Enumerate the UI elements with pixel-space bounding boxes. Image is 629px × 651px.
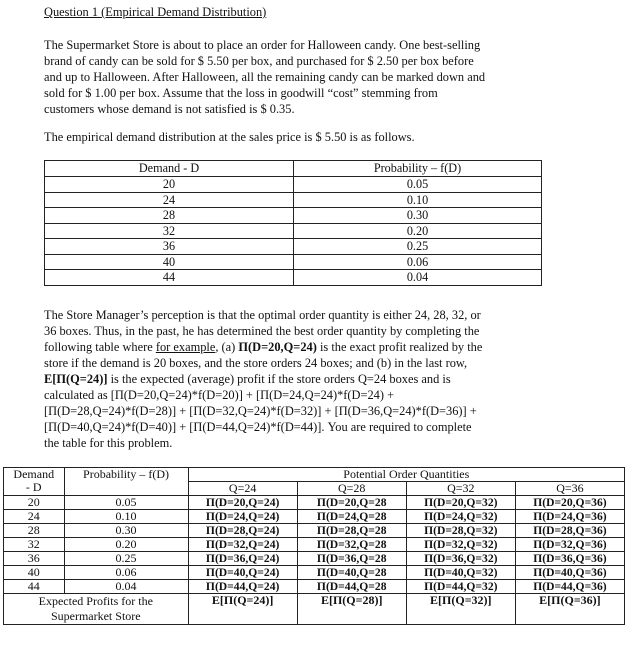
probability-cell: 0.06 [64,566,188,580]
intro-line: and up to Halloween. After Halloween, all the remaining candy can be marked down and [44,70,486,84]
demand-cell: 24 [45,192,294,208]
manager-paragraph [44,307,482,451]
profit-table [3,467,625,625]
text-fragment: , (a) [215,340,239,354]
table-row [4,524,625,538]
profit-cell: Π(D=24,Q=24) [188,510,297,524]
profit-cell: Π(D=20,Q=28 [297,496,406,510]
table-row [45,270,542,286]
demand-distribution-table [44,160,542,286]
underlined-phrase: for example [155,340,216,354]
profit-cell: Π(D=28,Q=28 [297,524,406,538]
profit-cell: Π(D=36,Q=32) [406,552,515,566]
demand-cell: 44 [45,270,294,286]
profit-cell: Π(D=40,Q=32) [406,566,515,580]
probability-cell: 0.05 [294,177,542,193]
bold-term: E[Π(Q=24)] [44,372,108,386]
header-demand-line: Demand [13,467,55,481]
profit-cell: Π(D=20,Q=32) [406,496,515,510]
table-row [45,239,542,255]
demand-cell: 20 [45,177,294,193]
profit-cell: Π(D=28,Q=36) [515,524,624,538]
bold-term: Π(D=20,Q=24) [238,340,317,354]
profit-cell: Π(D=28,Q=24) [188,524,297,538]
demand-cell: 24 [4,510,65,524]
demand-cell: 36 [45,239,294,255]
table-row [4,538,625,552]
distribution-intro [44,129,415,145]
probability-cell: 0.30 [64,524,188,538]
profit-cell: Π(D=32,Q=24) [188,538,297,552]
demand-cell: 28 [45,208,294,224]
expected-profit-label-line: Expected Profits for the [38,594,153,608]
profit-cell: Π(D=40,Q=24) [188,566,297,580]
probability-cell: 0.05 [64,496,188,510]
expected-profit-label [4,594,189,625]
expected-profit-q24: E[Π(Q=24)] [188,594,297,625]
profit-cell: Π(D=32,Q=28 [297,538,406,552]
demand-cell: 40 [4,566,65,580]
expected-profit-q28: E[Π(Q=28)] [297,594,406,625]
table-row [4,566,625,580]
profit-cell: Π(D=36,Q=36) [515,552,624,566]
profit-cell: Π(D=20,Q=36) [515,496,624,510]
probability-cell: 0.10 [64,510,188,524]
header-q28: Q=28 [297,482,406,496]
demand-cell: 40 [45,254,294,270]
profit-cell: Π(D=44,Q=28 [297,580,406,594]
expected-profit-label-line: Supermarket Store [50,609,141,623]
probability-cell: 0.25 [294,239,542,255]
header-potential-order-quantities: Potential Order Quantities [188,468,624,482]
table-row [4,580,625,594]
text-fragment: following table where [44,340,156,354]
header-demand [4,468,65,496]
intro-line: customers whose demand is not satisfied is $ 0.35. [44,102,295,116]
text-fragment: is the exact profit realized by the [316,340,483,354]
profit-cell: Π(D=32,Q=32) [406,538,515,552]
probability-cell: 0.20 [294,223,542,239]
table-row [4,510,625,524]
table-row [45,208,542,224]
expected-profit-q36: E[Π(Q=36)] [515,594,624,625]
profit-cell: Π(D=44,Q=24) [188,580,297,594]
profit-cell: Π(D=44,Q=36) [515,580,624,594]
demand-cell: 32 [4,538,65,552]
probability-cell: 0.04 [64,580,188,594]
manager-line: calculated as [Π(D=20,Q=24)*f(D=20)] + [Π(D=24,Q=24)*f(D=24) + [44,388,395,402]
manager-line: [Π(D=28,Q=24)*f(D=28)] + [Π(D=32,Q=24)*f(D=32)] + [Π(D=36,Q=24)*f(D=36)] + [44,404,477,418]
table-row [45,177,542,193]
intro-line: The Supermarket Store is about to place an order for Halloween candy. One best-selling [44,38,481,52]
probability-cell: 0.30 [294,208,542,224]
profit-cell: Π(D=40,Q=36) [515,566,624,580]
probability-cell: 0.20 [64,538,188,552]
manager-line [44,339,482,355]
manager-line: the table for this problem. [44,436,173,450]
intro-line: brand of candy can be sold for $ 5.50 per box, and purchased for $ 2.50 per box before [44,54,474,68]
distribution-intro-text: The empirical demand distribution at the sales price is $ 5.50 is as follows. [44,130,415,144]
table-header-row [4,468,625,482]
header-demand-line: - D [25,480,42,494]
table-row [45,192,542,208]
demand-cell: 44 [4,580,65,594]
probability-cell: 0.25 [64,552,188,566]
profit-cell: Π(D=24,Q=28 [297,510,406,524]
demand-cell: 28 [4,524,65,538]
demand-cell: 20 [4,496,65,510]
profit-cell: Π(D=32,Q=36) [515,538,624,552]
header-probability: Probability – f(D) [64,468,188,496]
profit-cell: Π(D=24,Q=32) [406,510,515,524]
table-row [4,552,625,566]
header-q24: Q=24 [188,482,297,496]
profit-cell: Π(D=28,Q=32) [406,524,515,538]
expected-profit-q32: E[Π(Q=32)] [406,594,515,625]
profit-cell: Π(D=40,Q=28 [297,566,406,580]
header-demand: Demand - D [45,161,294,177]
expected-profit-row [4,594,625,625]
probability-cell: 0.04 [294,270,542,286]
profit-cell: Π(D=36,Q=28 [297,552,406,566]
header-probability: Probability – f(D) [294,161,542,177]
manager-line: store if the demand is 20 boxes, and the store orders 24 boxes; and (b) in the last row, [44,356,468,370]
intro-line: sold for $ 1.00 per box. Assume that the loss in goodwill “cost” stemming from [44,86,438,100]
header-q36: Q=36 [515,482,624,496]
header-q32: Q=32 [406,482,515,496]
table-row [45,254,542,270]
profit-cell: Π(D=36,Q=24) [188,552,297,566]
table-header-row [45,161,542,177]
profit-cell: Π(D=20,Q=24) [188,496,297,510]
question-title: Question 1 (Empirical Demand Distribution) [44,5,267,19]
intro-paragraph [44,37,485,117]
manager-line [44,371,482,387]
manager-line: [Π(D=40,Q=24)*f(D=40)] + [Π(D=44,Q=24)*f(D=44)]. You are required to complete [44,420,472,434]
probability-cell: 0.10 [294,192,542,208]
demand-cell: 32 [45,223,294,239]
table-row [45,223,542,239]
demand-cell: 36 [4,552,65,566]
probability-cell: 0.06 [294,254,542,270]
manager-line: The Store Manager’s perception is that the optimal order quantity is either 24, 28, 32, or [44,308,481,322]
table-row [4,496,625,510]
text-fragment: is the expected (average) profit if the store orders Q=24 boxes and is [107,372,451,386]
profit-cell: Π(D=24,Q=36) [515,510,624,524]
profit-cell: Π(D=44,Q=32) [406,580,515,594]
manager-line: 36 boxes. Thus, in the past, he has determined the best order quantity by completing the [44,324,480,338]
